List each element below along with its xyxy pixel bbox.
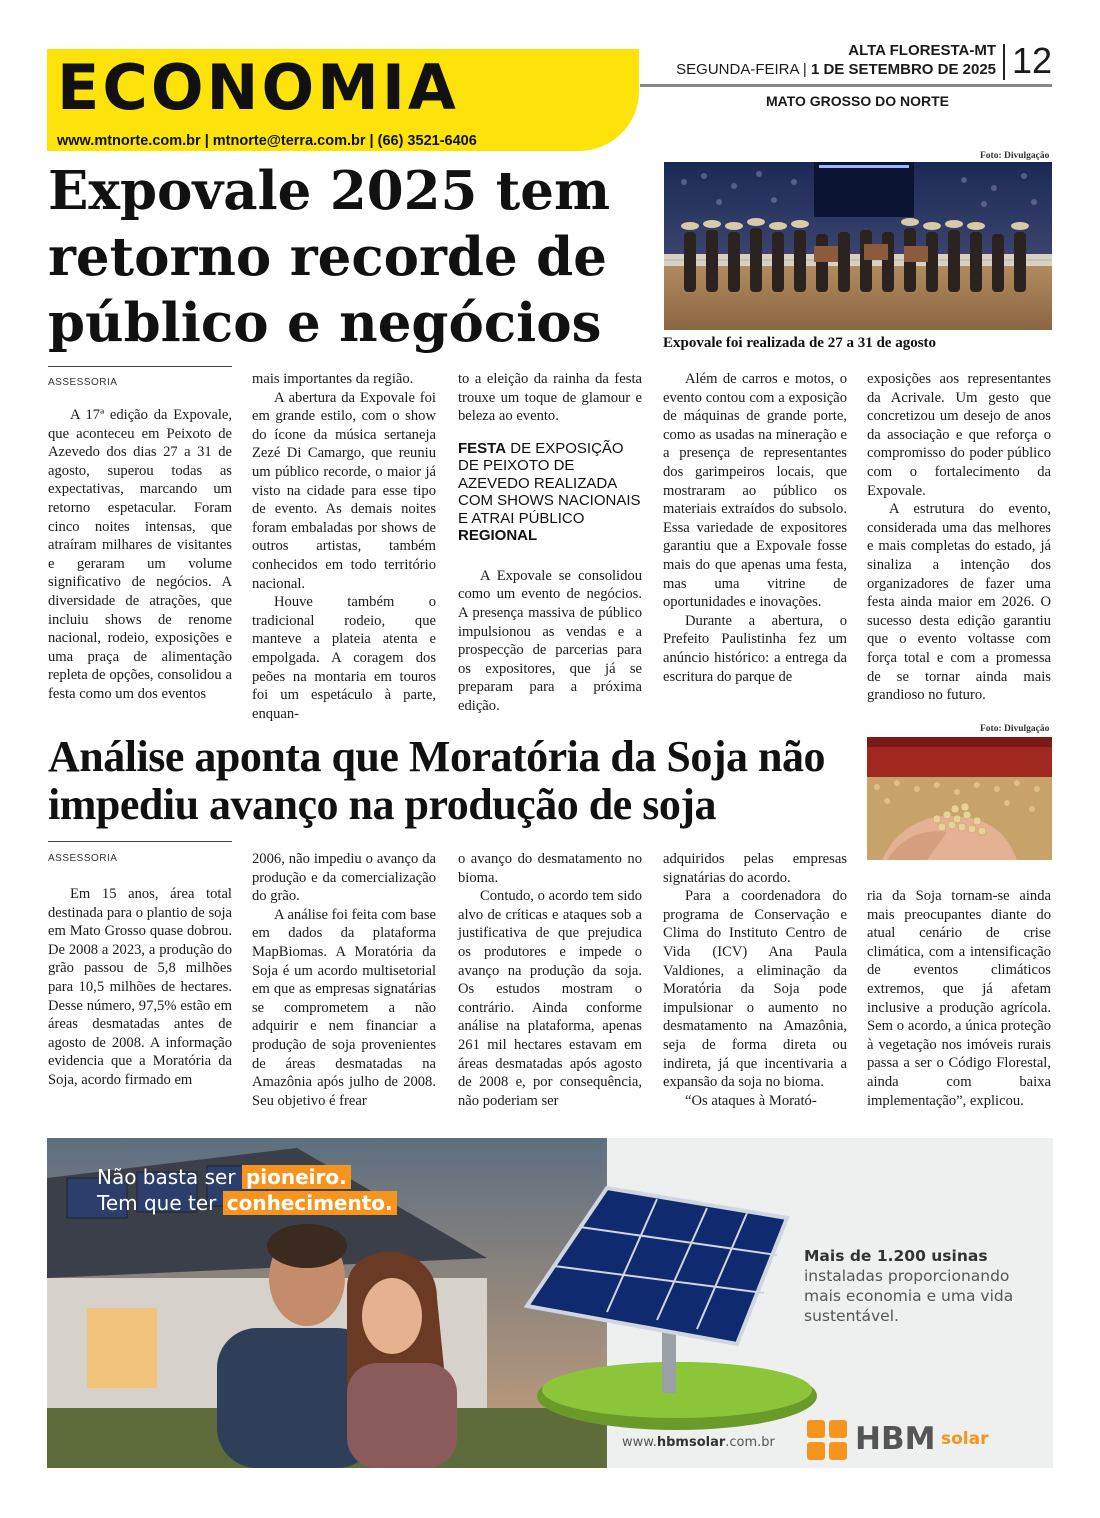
paragraph: to a eleição da rainha da festa trouxe um toque de glamour e beleza ao evento. [458, 371, 642, 425]
article1-photo-credit: Foto: Divulgação [980, 151, 1050, 161]
paragraph: A 17ª edição da Expovale, que aconteceu em Peixoto de Azevedo dos dias 27 a 31 de agosto, superou todas as expectativas, marcando um retorno espetacular. Foram cinco noites intensas, que atraíram milhares de visitantes e geraram um volume significativo de negócios. A diversidade de atrações, que incluiu shows de renome nacional, rodeio, exposições e uma praça de alimentação repleta de opções, consolidou a festa como um dos eventos [48, 407, 232, 702]
paragraph: exposições aos representantes da Acrivale. Um gesto que concretizou um desejo de anos da associação e que reforça o compromisso do poder público com o fortalecimento da Expovale. [867, 371, 1051, 499]
pull-quote-text: DE EXPOSIÇÃO DE PEIXOTO DE AZEVEDO REALIZADA COM SHOWS NACIONAIS E ATRAI PÚBLICO [458, 439, 641, 527]
section-title: ECONOMIA [57, 51, 459, 124]
author-rule [48, 366, 232, 367]
article1-column-3 [458, 370, 642, 716]
date: 1 DE SETEMBRO DE 2025 [810, 61, 996, 78]
slogan-line-1 [97, 1164, 397, 1190]
paragraph: Além de carros e motos, o evento contou com a exposição de máquinas de grande porte, como as usadas na mineração e a presença de representantes dos garimpeiros locais, que mostraram ao público os materiais extraídos do subsolo. Essa variedade de expositores garantiu que a Expovale fosse mais do que apenas uma festa, mas uma vitrine de oportunidades e inovações. [663, 371, 847, 611]
paragraph: A estrutura do evento, considerada uma das melhores e mais completas do estado, já sinaliza a intenção dos organizadores de fazer uma festa ainda maior em 2026. O sucesso desta edição garantiu que o evento voltasse com força total e com a promessa de se tornar ainda mais grandioso no futuro. [867, 501, 1051, 704]
paragraph: A abertura da Expovale foi em grande estilo, com o show do ícone da música sertaneja Zezé Di Camargo, que reuniu um público recorde, o maior já visto na cidade para esse tipo de evento. As demais noites foram embaladas por shows de outros artistas, também conhecidos em todo território nacional. [252, 389, 436, 592]
paragraph: A Expovale se consolidou como um evento de negócios. A presença massiva de público impulsionou as vendas e a prospecção de parcerias para os expositores, que já se preparam para a próxima edição. [458, 567, 642, 714]
ad-copy-text: instaladas proporcionando mais economia e uma vida sustentável. [804, 1267, 1014, 1325]
article1-column-1 [48, 406, 232, 704]
article2-column-1 [48, 885, 232, 1090]
paragraph: Durante a abertura, o Prefeito Paulistinha fez um anúncio histórico: a entrega da escritura do parque de [663, 612, 847, 685]
article1-column-5 [867, 370, 1051, 705]
article1-column-2 [252, 370, 436, 723]
article2-column-3 [458, 850, 642, 1110]
pull-quote-bold: REGIONAL [458, 527, 538, 545]
header-info [640, 42, 1052, 112]
paragraph: A análise foi feita com base em dados da plataforma MapBiomas. A Moratória da Soja é um acordo multisetorial em que as empresas signatárias se comprometem a não adquirir e nem financiar a produção de soja provenientes de áreas desmatadas na Amazônia após julho de 2008. Seu objetivo é frear [252, 906, 436, 1109]
article1-column-4 [663, 370, 847, 686]
section-banner [47, 49, 639, 151]
ad-copy-bold: Mais de 1.200 usinas [804, 1247, 988, 1265]
brand-label: MATO GROSSO DO NORTE [765, 93, 949, 109]
pull-quote-bold: FESTA [458, 439, 507, 457]
ad-copy [804, 1246, 1044, 1326]
pull-quote [458, 440, 642, 545]
weekday: SEGUNDA-FEIRA | [676, 61, 807, 78]
paragraph: o avanço do desmatamento no bioma. [458, 851, 642, 886]
article1-author: ASSESSORIA [48, 377, 118, 388]
site-prefix: www. [622, 1435, 657, 1450]
city-label: ALTA FLORESTA-MT [848, 42, 996, 59]
hbm-logo-icon [807, 1420, 847, 1460]
paragraph: mais importantes da região. [252, 371, 414, 387]
slogan-highlight: pioneiro. [242, 1165, 351, 1189]
paragraph: Em 15 anos, área total destinada para o plantio de soja em Mato Grosso quase dobrou. De 2008 a 2023, a produção do grão passou de 5,8 milhões para 10,5 milhões de hectares. Desse número, 97,5% estão em áreas desmatadas antes de agosto de 2008. A informação evidencia que a Moratória da Soja, acordo firmado em [48, 886, 232, 1088]
slogan-text: Não basta ser [97, 1165, 242, 1189]
article1-caption: Expovale foi realizada de 27 a 31 de agosto [663, 335, 937, 351]
hbm-solar-ad[interactable] [47, 1138, 1053, 1468]
author-rule [48, 841, 232, 842]
soybean-photo [867, 737, 1052, 860]
article1-headline: Expovale 2025 tem retorno recorde de público e negócios [48, 160, 611, 354]
ad-brand-suffix: solar [941, 1429, 989, 1449]
paragraph: ria da Soja tornam-se ainda mais preocupantes diante do atual cenário de crise climática, com a intensificação de eventos climáticos extremos, que já afetam inclusive a produção agrícola. Sem o acordo, a única proteção à vegetação nos imóveis rurais passa a ser o Código Florestal, ainda com baixa implementação”, explicou. [867, 888, 1051, 1109]
slogan-line-2 [97, 1190, 397, 1216]
article2-column-5 [867, 887, 1051, 1110]
paragraph: “Os ataques à Morató- [685, 1092, 817, 1109]
expovale-photo [664, 162, 1052, 330]
article2-author: ASSESSORIA [48, 853, 118, 864]
header-rule [640, 84, 1052, 87]
slogan-highlight: conhecimento. [223, 1191, 397, 1215]
site-suffix: .com.br [725, 1435, 775, 1450]
article2-column-4 [663, 850, 847, 1110]
ad-slogan [97, 1164, 397, 1216]
article2-photo-credit: Foto: Divulgação [980, 724, 1050, 734]
page-separator [1003, 44, 1005, 80]
ad-website-link[interactable] [622, 1435, 775, 1450]
paragraph: Houve também o tradicional rodeio, que manteve a plateia atenta e empolgada. A coragem dos peões na montaria em touros foi um espetáculo à parte, enquan- [252, 594, 436, 722]
paragraph: Contudo, o acordo tem sido alvo de críticas e ataques sob a justificativa de que prejudica os produtores e impede o avanço na produção da soja. Os estudos mostram o contrário. Ainda conforme análise na plataforma, apenas 261 mil hectares estavam em áreas desmatadas após agosto de 2008 e, por consequência, não poderiam ser [458, 888, 642, 1109]
paragraph: adquiridos pelas empresas signatárias do acordo. [663, 851, 847, 886]
article2-headline: Análise aponta que Moratória da Soja não impediu avanço na produção de soja [48, 732, 825, 829]
slogan-text: Tem que ter [97, 1191, 223, 1215]
date-line [676, 61, 996, 78]
contact-line: www.mtnorte.com.br | mtnorte@terra.com.br | (66) 3521-6406 [57, 133, 477, 149]
paragraph: 2006, não impediu o avanço da produção e da comercialização do grão. [252, 851, 436, 905]
ad-brand: HBM [855, 1421, 936, 1457]
paragraph: Para a coordenadora do programa de Conservação e Clima do Instituto Centro de Vida (ICV) Ana Paula Valdiones, a eliminação da Moratória da Soja pode impulsionar o aumento no desmatamento na Amazônia, seja de forma direta ou indireta, já que incentivaria a expansão da soja no bioma. [663, 888, 847, 1091]
page-number: 12 [1012, 40, 1053, 81]
site-domain: hbmsolar [656, 1435, 726, 1450]
article2-column-2 [252, 850, 436, 1110]
